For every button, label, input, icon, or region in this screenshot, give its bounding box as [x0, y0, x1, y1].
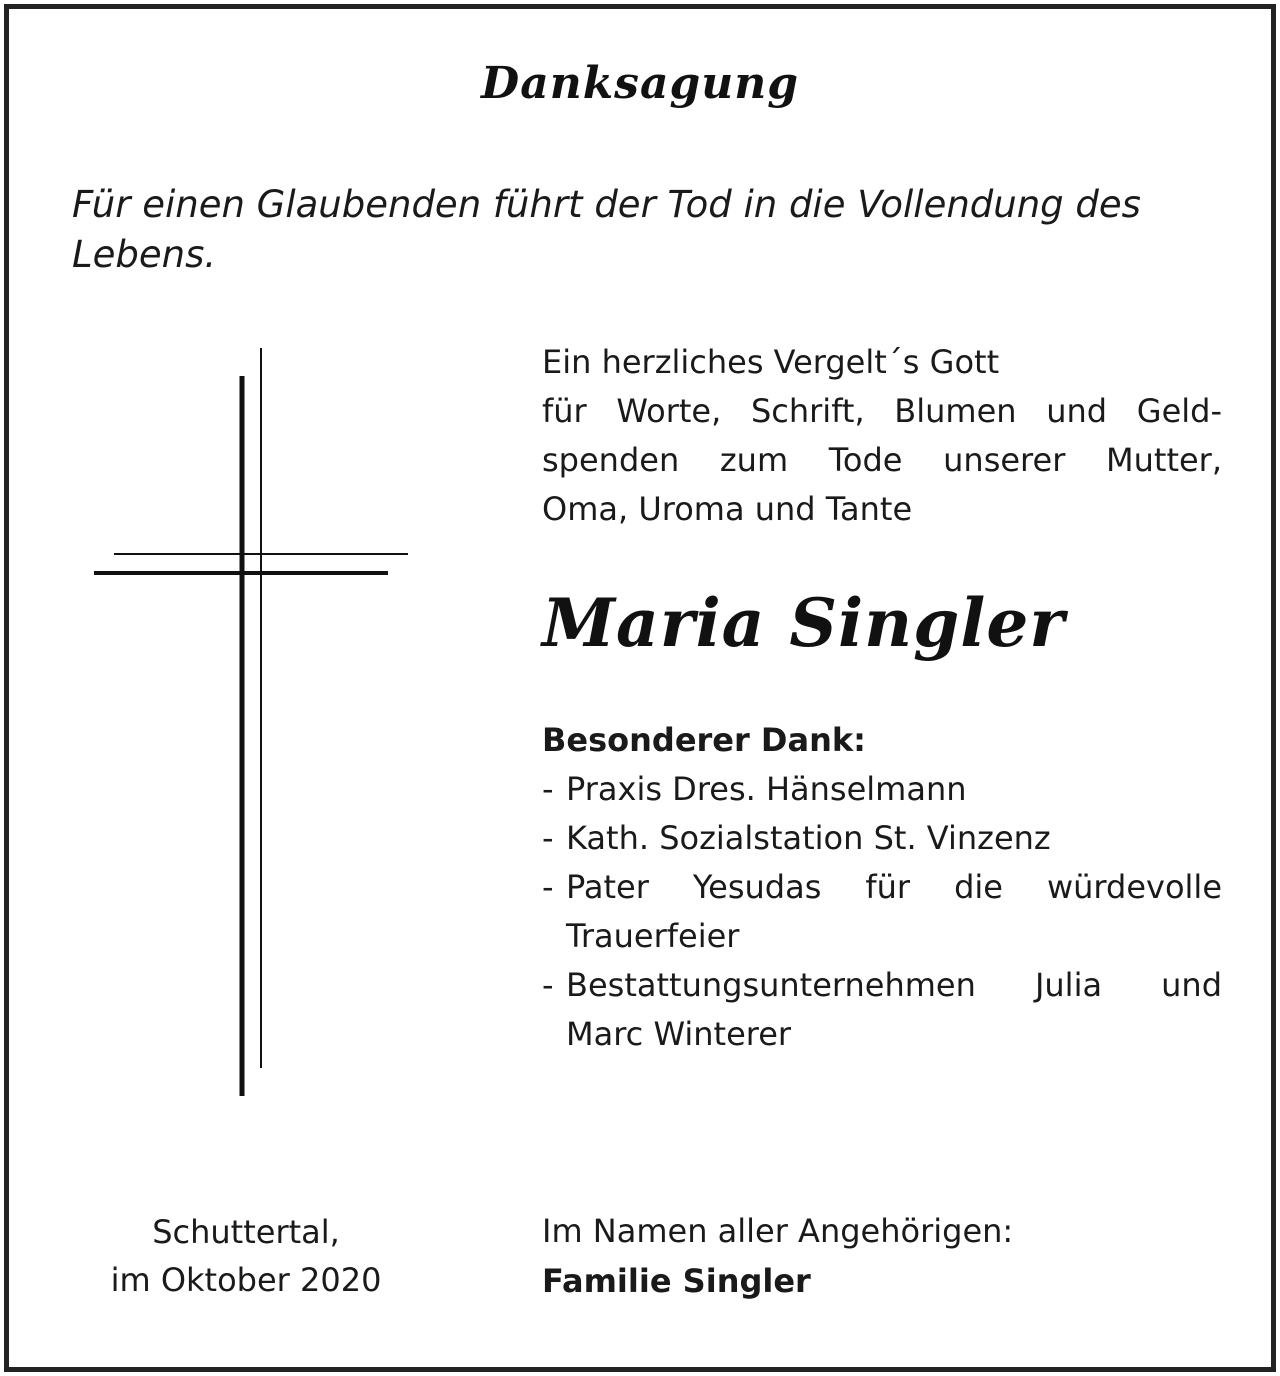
thanks-line-3: spenden zum Tode unserer Mutter,: [542, 441, 1222, 479]
list-item-text-cont: Trauerfeier: [566, 917, 740, 955]
notice-heading: Danksagung: [481, 58, 799, 109]
list-item: [542, 814, 1222, 863]
deceased-name: Maria Singler: [542, 584, 1066, 662]
list-item: [542, 765, 1222, 814]
special-thanks: [542, 716, 1222, 1059]
thanks-text: [542, 338, 1222, 534]
thanks-line-2: für Worte, Schrift, Blumen und Geld-: [542, 392, 1222, 430]
special-thanks-title: Besonderer Dank:: [542, 721, 866, 759]
list-item-text-cont: Marc Winterer: [566, 1015, 792, 1053]
list-item: [542, 961, 1222, 1059]
place-date: [86, 1208, 406, 1304]
list-item-text: Kath. Sozialstation St. Vinzenz: [566, 819, 1051, 857]
list-item-text: - Pater Yesudas für die würdevolle: [566, 868, 1222, 906]
special-thanks-list: [542, 765, 1222, 1059]
thanks-line-1: Ein herzliches Vergelt´s Gott: [542, 343, 1000, 381]
signature-family: Familie Singler: [542, 1262, 811, 1300]
place-line-2: im Oktober 2020: [110, 1261, 382, 1299]
list-item-text: Praxis Dres. Hänselmann: [566, 770, 967, 808]
cross-icon: [0, 0, 420, 1110]
list-item-text: - Bestattungsunternehmen Julia und: [566, 966, 1222, 1004]
place-line-1: Schuttertal,: [152, 1213, 340, 1251]
thanks-line-4: Oma, Uroma und Tante: [542, 490, 913, 528]
signature-line: Im Namen aller Angehörigen:: [542, 1212, 1014, 1250]
list-item: [542, 863, 1222, 961]
signature: [542, 1206, 1222, 1306]
bible-quote: Für einen Glaubenden führt der Tod in die Vollendung des Lebens.: [72, 183, 1141, 276]
